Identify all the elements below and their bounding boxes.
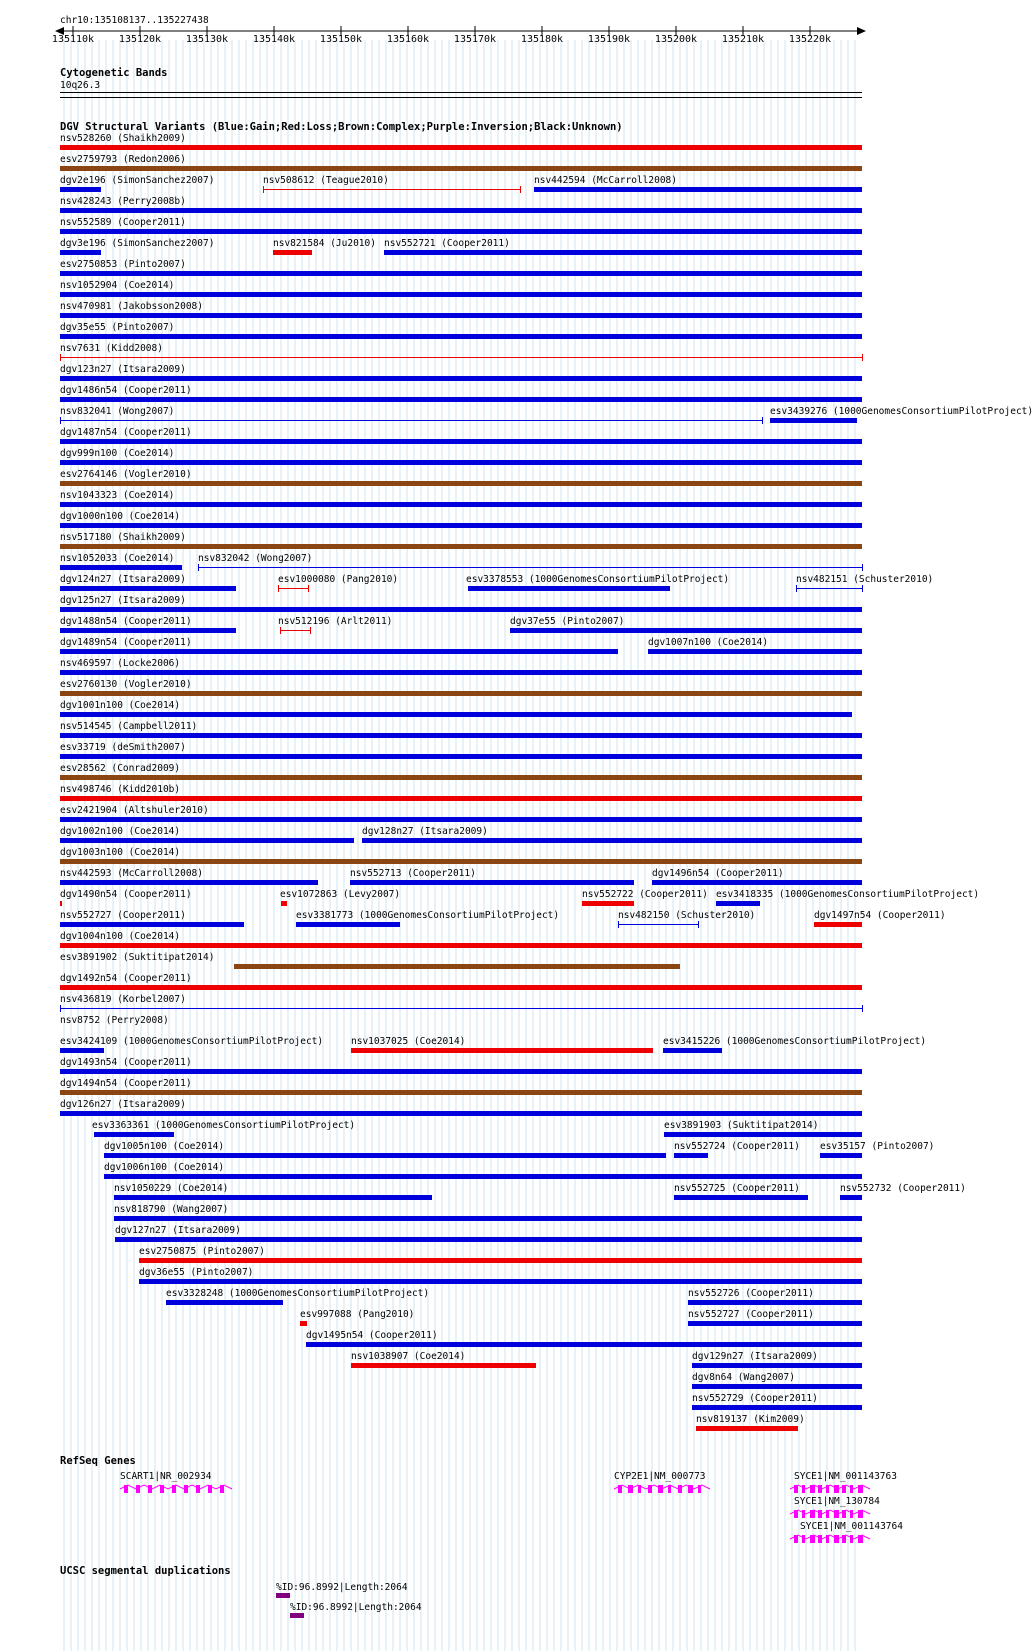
variant-label[interactable]: esv2421904 (Altshuler2010) bbox=[60, 805, 209, 816]
variant-bar[interactable] bbox=[60, 796, 862, 801]
variant-end-cap bbox=[198, 564, 199, 571]
variant-end-cap bbox=[308, 585, 309, 592]
gene-model[interactable] bbox=[790, 1533, 866, 1545]
variant-label[interactable]: dgv123n27 (Itsara2009) bbox=[60, 364, 186, 375]
variant-label[interactable]: dgv36e55 (Pinto2007) bbox=[139, 1267, 254, 1278]
variant-bar[interactable] bbox=[60, 208, 862, 213]
variant-end-cap bbox=[862, 585, 863, 592]
variant-label[interactable]: dgv1487n54 (Cooper2011) bbox=[60, 427, 192, 438]
variant-bar[interactable] bbox=[840, 1195, 862, 1200]
variant-end-cap bbox=[60, 1005, 61, 1012]
variant-bar[interactable] bbox=[692, 1363, 862, 1368]
variant-bar[interactable] bbox=[652, 880, 862, 885]
variant-label[interactable]: esv3439276 (1000GenomesConsortiumPilotProject) bbox=[770, 406, 1033, 417]
variant-bar[interactable] bbox=[60, 523, 862, 528]
variant-label[interactable]: nsv552713 (Cooper2011) bbox=[350, 868, 476, 879]
variant-label[interactable]: esv3415226 (1000GenomesConsortiumPilotProject) bbox=[663, 1036, 927, 1047]
variant-label[interactable]: nsv552732 (Cooper2011) bbox=[840, 1183, 966, 1194]
gene-model[interactable] bbox=[790, 1508, 866, 1520]
variant-bar[interactable] bbox=[60, 628, 236, 633]
variant-label[interactable]: nsv552721 (Cooper2011) bbox=[384, 238, 510, 249]
variant-label[interactable]: nsv469597 (Locke2006) bbox=[60, 658, 181, 669]
variant-label[interactable]: nsv428243 (Perry2008b) bbox=[60, 196, 186, 207]
variant-label[interactable]: dgv129n27 (Itsara2009) bbox=[692, 1351, 818, 1362]
variant-bar[interactable] bbox=[60, 880, 318, 885]
gene-label[interactable]: CYP2E1|NM_000773 bbox=[614, 1471, 706, 1482]
variant-label[interactable]: nsv7631 (Kidd2008) bbox=[60, 343, 163, 354]
variant-bar[interactable] bbox=[664, 1132, 862, 1137]
variant-label[interactable]: esv3424109 (1000GenomesConsortiumPilotProject) bbox=[60, 1036, 324, 1047]
variant-label[interactable]: esv35157 (Pinto2007) bbox=[820, 1141, 935, 1152]
variant-label[interactable]: nsv517180 (Shaikh2009) bbox=[60, 532, 186, 543]
variant-label[interactable]: nsv512196 (Arlt2011) bbox=[278, 616, 393, 627]
variant-bar[interactable] bbox=[60, 460, 862, 465]
variant-label[interactable]: nsv514545 (Campbell2011) bbox=[60, 721, 198, 732]
variant-label[interactable]: esv3363361 (1000GenomesConsortiumPilotProject) bbox=[92, 1120, 356, 1131]
variant-label[interactable]: nsv819137 (Kim2009) bbox=[696, 1414, 805, 1425]
variant-label[interactable]: nsv552724 (Cooper2011) bbox=[674, 1141, 800, 1152]
variant-bar[interactable] bbox=[696, 1426, 798, 1431]
variant-bar[interactable] bbox=[60, 145, 862, 150]
variant-end-cap bbox=[278, 585, 279, 592]
variant-label[interactable]: dgv1494n54 (Cooper2011) bbox=[60, 1078, 192, 1089]
variant-bar[interactable] bbox=[60, 985, 862, 990]
variant-label[interactable]: esv2759793 (Redon2006) bbox=[60, 154, 186, 165]
variant-label[interactable]: nsv508612 (Teague2010) bbox=[263, 175, 389, 186]
variant-label[interactable]: dgv1497n54 (Cooper2011) bbox=[814, 910, 946, 921]
variant-bar[interactable] bbox=[280, 630, 310, 631]
variant-end-cap bbox=[618, 921, 619, 928]
variant-bar[interactable] bbox=[60, 1111, 862, 1116]
variant-label[interactable]: nsv552589 (Cooper2011) bbox=[60, 217, 186, 228]
segdup-bar[interactable] bbox=[290, 1613, 304, 1618]
variant-bar[interactable] bbox=[60, 334, 862, 339]
variant-label[interactable]: dgv1492n54 (Cooper2011) bbox=[60, 973, 192, 984]
variant-label[interactable]: dgv1490n54 (Cooper2011) bbox=[60, 889, 192, 900]
segdup-label[interactable]: %ID:96.8992|Length:2064 bbox=[276, 1582, 408, 1593]
variant-bar[interactable] bbox=[60, 376, 862, 381]
variant-bar[interactable] bbox=[60, 607, 862, 612]
variant-bar[interactable] bbox=[114, 1195, 432, 1200]
variant-label[interactable]: nsv552727 (Cooper2011) bbox=[688, 1309, 814, 1320]
variant-label[interactable]: esv3891902 (Suktitipat2014) bbox=[60, 952, 215, 963]
variant-label[interactable]: dgv2e196 (SimonSanchez2007) bbox=[60, 175, 215, 186]
gene-label[interactable]: SYCE1|NM_130784 bbox=[794, 1496, 880, 1507]
variant-bar[interactable] bbox=[60, 502, 862, 507]
ruler-tick-label: 135180k bbox=[520, 34, 564, 45]
variant-bar[interactable] bbox=[60, 733, 862, 738]
variant-bar[interactable] bbox=[60, 1090, 862, 1095]
variant-bar[interactable] bbox=[351, 1363, 536, 1368]
variant-label[interactable]: dgv1488n54 (Cooper2011) bbox=[60, 616, 192, 627]
cytoband-label: 10q26.3 bbox=[60, 80, 101, 91]
variant-label[interactable]: dgv1493n54 (Cooper2011) bbox=[60, 1057, 192, 1068]
variant-bar[interactable] bbox=[139, 1258, 862, 1263]
variant-bar[interactable] bbox=[60, 817, 862, 822]
variant-label[interactable]: dgv1495n54 (Cooper2011) bbox=[306, 1330, 438, 1341]
variant-bar[interactable] bbox=[60, 712, 852, 717]
variant-label[interactable]: dgv1006n100 (Coe2014) bbox=[104, 1162, 225, 1173]
variant-bar[interactable] bbox=[60, 649, 618, 654]
variant-label[interactable]: nsv818790 (Wang2007) bbox=[114, 1204, 229, 1215]
variant-bar[interactable] bbox=[273, 250, 312, 255]
cytoband-track-title[interactable]: Cytogenetic Bands bbox=[60, 67, 168, 79]
gene-label[interactable]: SYCE1|NM_001143764 bbox=[800, 1521, 903, 1532]
variant-label[interactable]: nsv1050229 (Coe2014) bbox=[114, 1183, 229, 1194]
variant-bar[interactable] bbox=[648, 649, 862, 654]
segdup-track-title[interactable]: UCSC segmental duplications bbox=[60, 1565, 231, 1577]
variant-label[interactable]: nsv832041 (Wong2007) bbox=[60, 406, 175, 417]
position-label: chr10:135108137..135227438 bbox=[60, 15, 209, 26]
variant-bar[interactable] bbox=[281, 901, 287, 906]
variant-bar[interactable] bbox=[60, 1008, 862, 1009]
variant-bar[interactable] bbox=[770, 418, 857, 423]
ruler-tick-label: 135110k bbox=[51, 34, 95, 45]
ruler-tick-label: 135130k bbox=[185, 34, 229, 45]
variant-bar[interactable] bbox=[60, 754, 862, 759]
variant-bar[interactable] bbox=[674, 1153, 708, 1158]
variant-label[interactable]: dgv35e55 (Pinto2007) bbox=[60, 322, 175, 333]
variant-label[interactable]: dgv125n27 (Itsara2009) bbox=[60, 595, 186, 606]
variant-bar[interactable] bbox=[60, 187, 101, 192]
variant-bar[interactable] bbox=[60, 397, 862, 402]
variant-label[interactable]: esv3328248 (1000GenomesConsortiumPilotProject) bbox=[166, 1288, 430, 1299]
variant-bar[interactable] bbox=[60, 670, 862, 675]
variant-end-cap bbox=[60, 354, 61, 361]
variant-label[interactable]: nsv1052904 (Coe2014) bbox=[60, 280, 175, 291]
variant-bar[interactable] bbox=[582, 901, 634, 906]
variant-label[interactable]: nsv442594 (McCarroll2008) bbox=[534, 175, 677, 186]
variant-label[interactable]: nsv552725 (Cooper2011) bbox=[674, 1183, 800, 1194]
variant-bar[interactable] bbox=[60, 420, 762, 421]
variant-end-cap bbox=[698, 921, 699, 928]
variant-label[interactable]: nsv552722 (Cooper2011) bbox=[582, 889, 708, 900]
ruler-tick-label: 135160k bbox=[386, 34, 430, 45]
variant-end-cap bbox=[862, 564, 863, 571]
variant-label[interactable]: nsv498746 (Kidd2010b) bbox=[60, 784, 181, 795]
gene-model[interactable] bbox=[790, 1483, 866, 1495]
segdup-label[interactable]: %ID:96.8992|Length:2064 bbox=[290, 1602, 422, 1613]
variant-bar[interactable] bbox=[384, 250, 862, 255]
variant-label[interactable]: nsv482150 (Schuster2010) bbox=[618, 910, 756, 921]
variant-bar[interactable] bbox=[796, 588, 862, 589]
variant-end-cap bbox=[520, 186, 521, 193]
variant-bar[interactable] bbox=[60, 544, 862, 549]
variant-bar[interactable] bbox=[688, 1321, 862, 1326]
variant-label[interactable]: dgv1001n100 (Coe2014) bbox=[60, 700, 181, 711]
variant-label[interactable]: dgv8n64 (Wang2007) bbox=[692, 1372, 795, 1383]
variant-label[interactable]: nsv1037025 (Coe2014) bbox=[351, 1036, 466, 1047]
variant-bar[interactable] bbox=[468, 586, 670, 591]
variant-label[interactable]: nsv528260 (Shaikh2009) bbox=[60, 133, 186, 144]
variant-label[interactable]: dgv1003n100 (Coe2014) bbox=[60, 847, 181, 858]
variant-bar[interactable] bbox=[60, 250, 101, 255]
variant-label[interactable]: dgv126n27 (Itsara2009) bbox=[60, 1099, 186, 1110]
variant-bar[interactable] bbox=[60, 1069, 862, 1074]
ruler-tick-label: 135220k bbox=[788, 34, 832, 45]
dgv-track-title[interactable]: DGV Structural Variants (Blue:Gain;Red:Loss;Brown:Complex;Purple:Inversion;Black:Unknown) bbox=[60, 121, 623, 133]
variant-label[interactable]: dgv37e55 (Pinto2007) bbox=[510, 616, 625, 627]
variant-end-cap bbox=[60, 417, 61, 424]
variant-label[interactable]: dgv1007n100 (Coe2014) bbox=[648, 637, 769, 648]
variant-end-cap bbox=[762, 417, 763, 424]
variant-label[interactable]: nsv436819 (Korbel2007) bbox=[60, 994, 186, 1005]
variant-bar[interactable] bbox=[234, 964, 680, 969]
variant-label[interactable]: esv2750853 (Pinto2007) bbox=[60, 259, 186, 270]
variant-label[interactable]: nsv552729 (Cooper2011) bbox=[692, 1393, 818, 1404]
variant-label[interactable]: nsv8752 (Perry2008) bbox=[60, 1015, 169, 1026]
variant-bar[interactable] bbox=[60, 166, 862, 171]
variant-bar[interactable] bbox=[263, 189, 520, 190]
variant-bar[interactable] bbox=[350, 880, 634, 885]
variant-bar[interactable] bbox=[688, 1300, 862, 1305]
variant-label[interactable]: dgv1496n54 (Cooper2011) bbox=[652, 868, 784, 879]
ruler-tick-label: 135150k bbox=[319, 34, 363, 45]
variant-bar[interactable] bbox=[60, 229, 862, 234]
variant-bar[interactable] bbox=[60, 586, 236, 591]
variant-label[interactable]: dgv127n27 (Itsara2009) bbox=[115, 1225, 241, 1236]
variant-bar[interactable] bbox=[60, 292, 862, 297]
variant-label[interactable]: nsv482151 (Schuster2010) bbox=[796, 574, 934, 585]
variant-bar[interactable] bbox=[692, 1384, 862, 1389]
variant-bar[interactable] bbox=[60, 922, 244, 927]
variant-label[interactable]: dgv3e196 (SimonSanchez2007) bbox=[60, 238, 215, 249]
variant-label[interactable]: nsv552726 (Cooper2011) bbox=[688, 1288, 814, 1299]
variant-label[interactable]: nsv442593 (McCarroll2008) bbox=[60, 868, 203, 879]
variant-end-cap bbox=[862, 1005, 863, 1012]
variant-end-cap bbox=[263, 186, 264, 193]
ruler-tick-label: 135170k bbox=[453, 34, 497, 45]
variant-bar[interactable] bbox=[60, 439, 862, 444]
variant-bar[interactable] bbox=[60, 775, 862, 780]
gene-model[interactable] bbox=[120, 1483, 230, 1495]
variant-bar[interactable] bbox=[60, 901, 62, 906]
variant-label[interactable]: nsv1038907 (Coe2014) bbox=[351, 1351, 466, 1362]
gene-label[interactable]: SYCE1|NM_001143763 bbox=[794, 1471, 897, 1482]
variant-label[interactable]: dgv124n27 (Itsara2009) bbox=[60, 574, 186, 585]
variant-bar[interactable] bbox=[114, 1216, 862, 1221]
variant-bar[interactable] bbox=[60, 943, 862, 948]
variant-bar[interactable] bbox=[510, 628, 862, 633]
variant-bar[interactable] bbox=[94, 1132, 174, 1137]
variant-bar[interactable] bbox=[663, 1048, 722, 1053]
variant-end-cap bbox=[796, 585, 797, 592]
variant-label[interactable]: esv2750875 (Pinto2007) bbox=[139, 1246, 265, 1257]
variant-label[interactable]: nsv1052033 (Coe2014) bbox=[60, 553, 175, 564]
variant-label[interactable]: esv3891903 (Suktitipat2014) bbox=[664, 1120, 819, 1131]
variant-bar[interactable] bbox=[60, 1048, 104, 1053]
variant-bar[interactable] bbox=[814, 922, 862, 927]
variant-bar[interactable] bbox=[296, 922, 400, 927]
variant-label[interactable]: nsv821584 (Ju2010) bbox=[273, 238, 376, 249]
variant-label[interactable]: nsv552727 (Cooper2011) bbox=[60, 910, 186, 921]
variant-label[interactable]: esv1072863 (Levy2007) bbox=[280, 889, 401, 900]
variant-bar[interactable] bbox=[60, 691, 862, 696]
cytoband-line bbox=[60, 97, 862, 98]
variant-bar[interactable] bbox=[692, 1405, 862, 1410]
ruler-tick-label: 135140k bbox=[252, 34, 296, 45]
variant-end-cap bbox=[280, 627, 281, 634]
variant-label[interactable]: dgv1486n54 (Cooper2011) bbox=[60, 385, 192, 396]
variant-end-cap bbox=[862, 354, 863, 361]
gene-label[interactable]: SCART1|NR_002934 bbox=[120, 1471, 212, 1482]
variant-label[interactable]: dgv999n100 (Coe2014) bbox=[60, 448, 175, 459]
variant-bar[interactable] bbox=[306, 1342, 862, 1347]
variant-label[interactable]: dgv1000n100 (Coe2014) bbox=[60, 511, 181, 522]
variant-label[interactable]: dgv1002n100 (Coe2014) bbox=[60, 826, 181, 837]
variant-label[interactable]: dgv1005n100 (Coe2014) bbox=[104, 1141, 225, 1152]
variant-bar[interactable] bbox=[674, 1195, 808, 1200]
variant-label[interactable]: nsv470981 (Jakobsson2008) bbox=[60, 301, 203, 312]
variant-bar[interactable] bbox=[300, 1321, 307, 1326]
variant-label[interactable]: esv28562 (Conrad2009) bbox=[60, 763, 181, 774]
cytoband-line bbox=[60, 92, 862, 93]
variant-bar[interactable] bbox=[104, 1174, 862, 1179]
variant-label[interactable]: esv2760130 (Vogler2010) bbox=[60, 679, 192, 690]
variant-label[interactable]: nsv832042 (Wong2007) bbox=[198, 553, 313, 564]
variant-label[interactable]: nsv1043323 (Coe2014) bbox=[60, 490, 175, 501]
segdup-bar[interactable] bbox=[276, 1593, 290, 1598]
variant-bar[interactable] bbox=[60, 357, 862, 358]
variant-label[interactable]: esv33719 (deSmith2007) bbox=[60, 742, 186, 753]
variant-bar[interactable] bbox=[351, 1048, 653, 1053]
variant-bar[interactable] bbox=[716, 901, 760, 906]
variant-label[interactable]: dgv1489n54 (Cooper2011) bbox=[60, 637, 192, 648]
variant-bar[interactable] bbox=[60, 271, 862, 276]
variant-bar[interactable] bbox=[60, 565, 182, 570]
ruler-tick-label: 135120k bbox=[118, 34, 162, 45]
variant-bar[interactable] bbox=[60, 838, 354, 843]
ruler-tick-label: 135210k bbox=[721, 34, 765, 45]
variant-bar[interactable] bbox=[115, 1237, 862, 1242]
variant-bar[interactable] bbox=[60, 313, 862, 318]
variant-bar[interactable] bbox=[534, 187, 862, 192]
variant-label[interactable]: dgv1004n100 (Coe2014) bbox=[60, 931, 181, 942]
variant-bar[interactable] bbox=[166, 1300, 283, 1305]
refseq-track-title[interactable]: RefSeq Genes bbox=[60, 1455, 136, 1467]
variant-bar[interactable] bbox=[618, 924, 698, 925]
variant-label[interactable]: esv3378553 (1000GenomesConsortiumPilotProject) bbox=[466, 574, 730, 585]
gene-model[interactable] bbox=[614, 1483, 706, 1495]
variant-bar[interactable] bbox=[278, 588, 308, 589]
ruler-tick-label: 135190k bbox=[587, 34, 631, 45]
variant-end-cap bbox=[310, 627, 311, 634]
variant-bar[interactable] bbox=[139, 1279, 862, 1284]
variant-bar[interactable] bbox=[104, 1153, 666, 1158]
variant-bar[interactable] bbox=[820, 1153, 862, 1158]
variant-label[interactable]: esv3418335 (1000GenomesConsortiumPilotProject) bbox=[716, 889, 980, 900]
ruler-tick-label: 135200k bbox=[654, 34, 698, 45]
variant-label[interactable]: esv3381773 (1000GenomesConsortiumPilotProject) bbox=[296, 910, 560, 921]
variant-bar[interactable] bbox=[362, 838, 862, 843]
variant-bar[interactable] bbox=[60, 481, 862, 486]
variant-label[interactable]: esv1000080 (Pang2010) bbox=[278, 574, 399, 585]
variant-bar[interactable] bbox=[198, 567, 862, 568]
variant-label[interactable]: dgv128n27 (Itsara2009) bbox=[362, 826, 488, 837]
variant-label[interactable]: esv2764146 (Vogler2010) bbox=[60, 469, 192, 480]
variant-bar[interactable] bbox=[60, 859, 862, 864]
variant-label[interactable]: esv997088 (Pang2010) bbox=[300, 1309, 415, 1320]
